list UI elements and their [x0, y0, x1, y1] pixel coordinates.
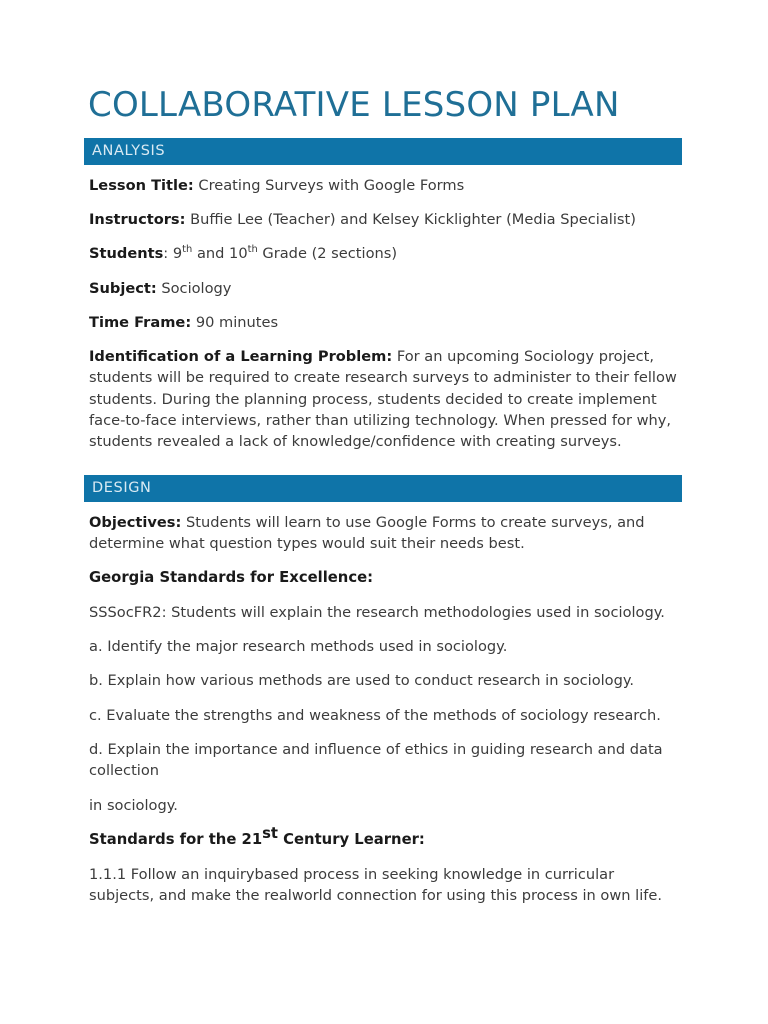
- students-ordinal-second: th: [247, 244, 258, 256]
- learner-standards-heading-pre: Standards for the 21: [89, 830, 263, 848]
- georgia-standard-item-c: c. Evaluate the strengths and weakness of the methods of sociology research.: [89, 706, 661, 724]
- page-title: COLLABORATIVE LESSON PLAN: [88, 85, 620, 125]
- time-frame-value: 90 minutes: [195, 313, 279, 331]
- students-ordinal-first: th: [182, 244, 193, 256]
- students-grade-first: 9: [172, 245, 183, 263]
- georgia-standard-item-b: b. Explain how various methods are used to conduct research in sociology.: [89, 672, 635, 690]
- georgia-standards-heading: Georgia Standards for Excellence:: [89, 569, 374, 587]
- instructors-row: [89, 209, 681, 230]
- objectives-row: [89, 512, 682, 555]
- lesson-title-value: Creating Surveys with Google Forms: [198, 176, 465, 194]
- subject-value: Sociology: [161, 279, 232, 297]
- students-value-tail: Grade (2 sections): [257, 245, 398, 263]
- students-colon: :: [163, 245, 169, 263]
- time-frame-label: Time Frame:: [89, 313, 192, 331]
- learning-problem-value: For an upcoming Sociology project, students will be required to create research surveys to administer to their fellow students. During the planning process, students decided to create implement face-to-face interviews, rather than utilizing technology. When pressed for why, students revealed a lack of knowledge/confidence with creating surveys.: [89, 348, 677, 451]
- georgia-standard-trailing: in sociology.: [89, 796, 178, 814]
- lesson-title-label: Lesson Title:: [89, 176, 194, 194]
- subject-label: Subject:: [89, 279, 157, 297]
- students-conjunction: and 10: [192, 245, 248, 263]
- section-header-analysis: ANALYSIS: [84, 138, 682, 165]
- objectives-label: Objectives:: [89, 513, 182, 531]
- instructors-label: Instructors:: [89, 210, 186, 228]
- georgia-standard-item-d: d. Explain the importance and influence of ethics in guiding research and data collection: [89, 741, 663, 780]
- learner-standards-ordinal: st: [262, 825, 279, 843]
- learner-standard-item-111: 1.1.1 Follow an inquirybased process in seeking knowledge in curricular subjects, and make the realworld connection for using this process in own life.: [89, 865, 663, 904]
- time-frame-row: [89, 312, 681, 333]
- students-label: Students: [89, 245, 164, 263]
- learning-problem-row: [89, 346, 682, 452]
- lesson-title-row: [89, 175, 681, 196]
- georgia-standard-main: SSSocFR2: Students will explain the research methodologies used in sociology.: [89, 603, 665, 621]
- instructors-value: Buffie Lee (Teacher) and Kelsey Kicklighter (Media Specialist): [190, 210, 636, 228]
- objectives-value: Students will learn to use Google Forms to create surveys, and determine what question types would suit their needs best.: [89, 513, 645, 552]
- learning-problem-label: Identification of a Learning Problem:: [89, 348, 393, 366]
- subject-row: [89, 278, 681, 299]
- section-header-design: DESIGN: [84, 475, 682, 502]
- learner-standards-heading: [89, 825, 677, 851]
- georgia-standard-item-a: a. Identify the major research methods used in sociology.: [89, 638, 508, 656]
- learner-standards-heading-post: Century Learner:: [278, 830, 425, 848]
- students-row: [89, 243, 681, 264]
